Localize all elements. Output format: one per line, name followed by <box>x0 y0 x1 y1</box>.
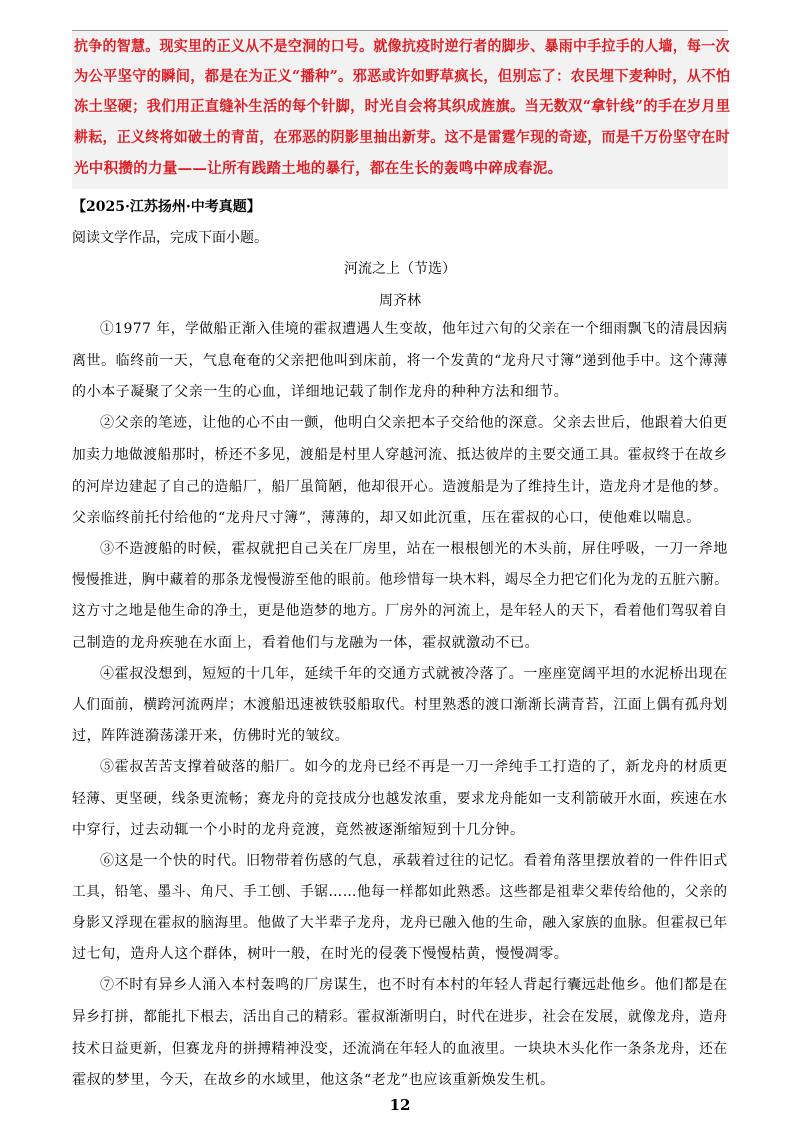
paragraph-start-line: ③不造渡船的时候，霍叔就把自己关在厂房里，站在一根根刨光的木头前，屏住呼吸，一刀一斧地 <box>100 541 728 557</box>
paragraph-line: 这方寸之地是他生命的净土，更是他造梦的地方。厂房外的河流上，是年轻人的天下，看着他们驾驭着自 <box>72 603 728 619</box>
paragraph-line: 身影又浮现在霍叔的脑海里。他做了大半辈子龙舟，龙舟已融入他的生命，融入家族的血脉。但霍叔已年 <box>72 915 728 931</box>
article-title: 河流之上（节选） <box>344 261 456 277</box>
paragraph-line: 过，阵阵涟漪荡漾开来，仿佛时光的皱纹。 <box>72 728 350 744</box>
paragraph-start-line: ⑤霍叔苦苦支撑着破落的船厂。如今的龙舟已经不再是一刀一斧纯手工打造的了，新龙舟的材质更 <box>100 759 728 775</box>
answer-line: 冻土坚硬；我们用正直缝补生活的每个针脚，时光自会将其织成旌旗。当无数双“拿针线”的手在岁月里 <box>74 98 731 115</box>
page-number: 12 <box>389 1096 411 1114</box>
answer-line: 抗争的智慧。现实里的正义从不是空洞的口号。就像抗疫时逆行者的脚步、暴雨中手拉手的人墙，每一次 <box>74 38 730 55</box>
paragraph-line: 己制造的龙舟疾驰在水面上，看着他们与龙融为一体，霍叔就激动不已。 <box>72 635 540 651</box>
source-tag: 【2025·江苏扬州·中考真题】 <box>72 199 261 215</box>
paragraph-start-line: ①1977 年，学做船正渐入佳境的霍叔遭遇人生变故，他年过六旬的父亲在一个细雨飘飞的清晨因病 <box>100 321 728 337</box>
paragraph-line: 中穿行，过去动辄一个小时的龙舟竞渡，竟然被逐渐缩短到十几分钟。 <box>72 822 525 838</box>
paragraph-line: 技术日益更新，但赛龙舟的拼搏精神没变，还流淌在年轻人的血液里。一块块木头化作一条条龙舟，还在 <box>72 1041 728 1057</box>
paragraph-line: 过七旬，造舟人这个群体，树叶一般，在时光的侵袭下慢慢枯黄，慢慢凋零。 <box>72 946 569 962</box>
paragraph-start-line: ⑥这是一个快的时代。旧物带着伤感的气息，承载着过往的记忆。看着角落里摆放着的一件件旧式 <box>100 853 728 869</box>
paragraph-line: 的小本子凝聚了父亲一生的心血，详细地记载了制作龙舟的种种方法和细节。 <box>72 384 569 400</box>
instruction-text: 阅读文学作品，完成下面小题。 <box>72 230 268 246</box>
paragraph-line: 离世。临终前一天，气息奄奄的父亲把他叫到床前，将一个发黄的“龙舟尺寸簿”递到他手中。这个薄薄 <box>72 353 728 369</box>
answer-line: 光中积攒的力量——让所有践踏土地的暴行，都在生长的轰鸣中碎成春泥。 <box>74 160 563 177</box>
paragraph-start-line: ④霍叔没想到，短短的十几年，延续千年的交通方式就被冷落了。一座座宽阔平坦的水泥桥出现在 <box>100 666 728 682</box>
paragraph-line: 异乡打拼，都能扎下根去，活出自己的精彩。霍叔渐渐明白，时代在进步，社会在发展，就像龙舟，造舟 <box>72 1009 728 1025</box>
paragraph-line: 加卖力地做渡船那时，桥还不多见，渡船是村里人穿越河流、抵达彼岸的主要交通工具。霍叔终于在故乡 <box>72 447 728 463</box>
paragraph-line: 工具，铅笔、墨斗、角尺、手工刨、手锯……他每一样都如此熟悉。这些都是祖辈父辈传给他的，父亲的 <box>72 884 728 900</box>
article-author: 周齐林 <box>379 293 421 309</box>
paragraph-line: 霍叔的梦里，今天，在故乡的水域里，他这条“老龙”也应该重新焕发生机。 <box>72 1072 555 1088</box>
paragraph-start-line: ⑦不时有异乡人涌入本村轰鸣的厂房谋生，也不时有本村的年轻人背起行囊远赴他乡。他们都是在 <box>100 977 728 993</box>
paragraph-line: 慢慢推进，胸中藏着的那条龙慢慢游至他的眼前。他珍惜每一块木料，竭尽全力把它们化为龙的五脏六腑。 <box>72 572 729 588</box>
paragraph-line: 轻薄、更坚硬，线条更流畅；赛龙舟的竞技成分也越发浓重，要求龙舟能如一支利箭破开水面，疾速在水 <box>72 791 728 807</box>
paragraph-line: 的河岸边建起了自己的造船厂，船厂虽简陋，他却很开心。造渡船是为了维持生计，造龙舟才是他的梦。 <box>72 479 728 495</box>
paragraph-line: 父亲临终前托付给他的“龙舟尺寸簿”，薄薄的，却又如此沉重，压在霍叔的心口，使他难以喘息。 <box>72 510 701 526</box>
answer-line: 耕耘，正义终将如破土的青苗，在邪恶的阴影里抽出新芽。这不是雷霆乍现的奇迹，而是千万份坚守在时 <box>74 129 730 146</box>
answer-line: 为公平坚守的瞬间，都是在为正义“播种”。邪恶或许如野草疯长，但别忘了：农民埋下麦种时，从不怕 <box>74 68 731 85</box>
paragraph-start-line: ②父亲的笔迹，让他的心不由一颤，他明白父亲把本子交给他的深意。父亲去世后，他跟着大伯更 <box>100 415 728 431</box>
paragraph-line: 人们面前，横跨河流两岸；木渡船迅速被铁驳船取代。村里熟悉的渡口渐渐长满青苔，江面上偶有孤舟划 <box>72 697 728 713</box>
